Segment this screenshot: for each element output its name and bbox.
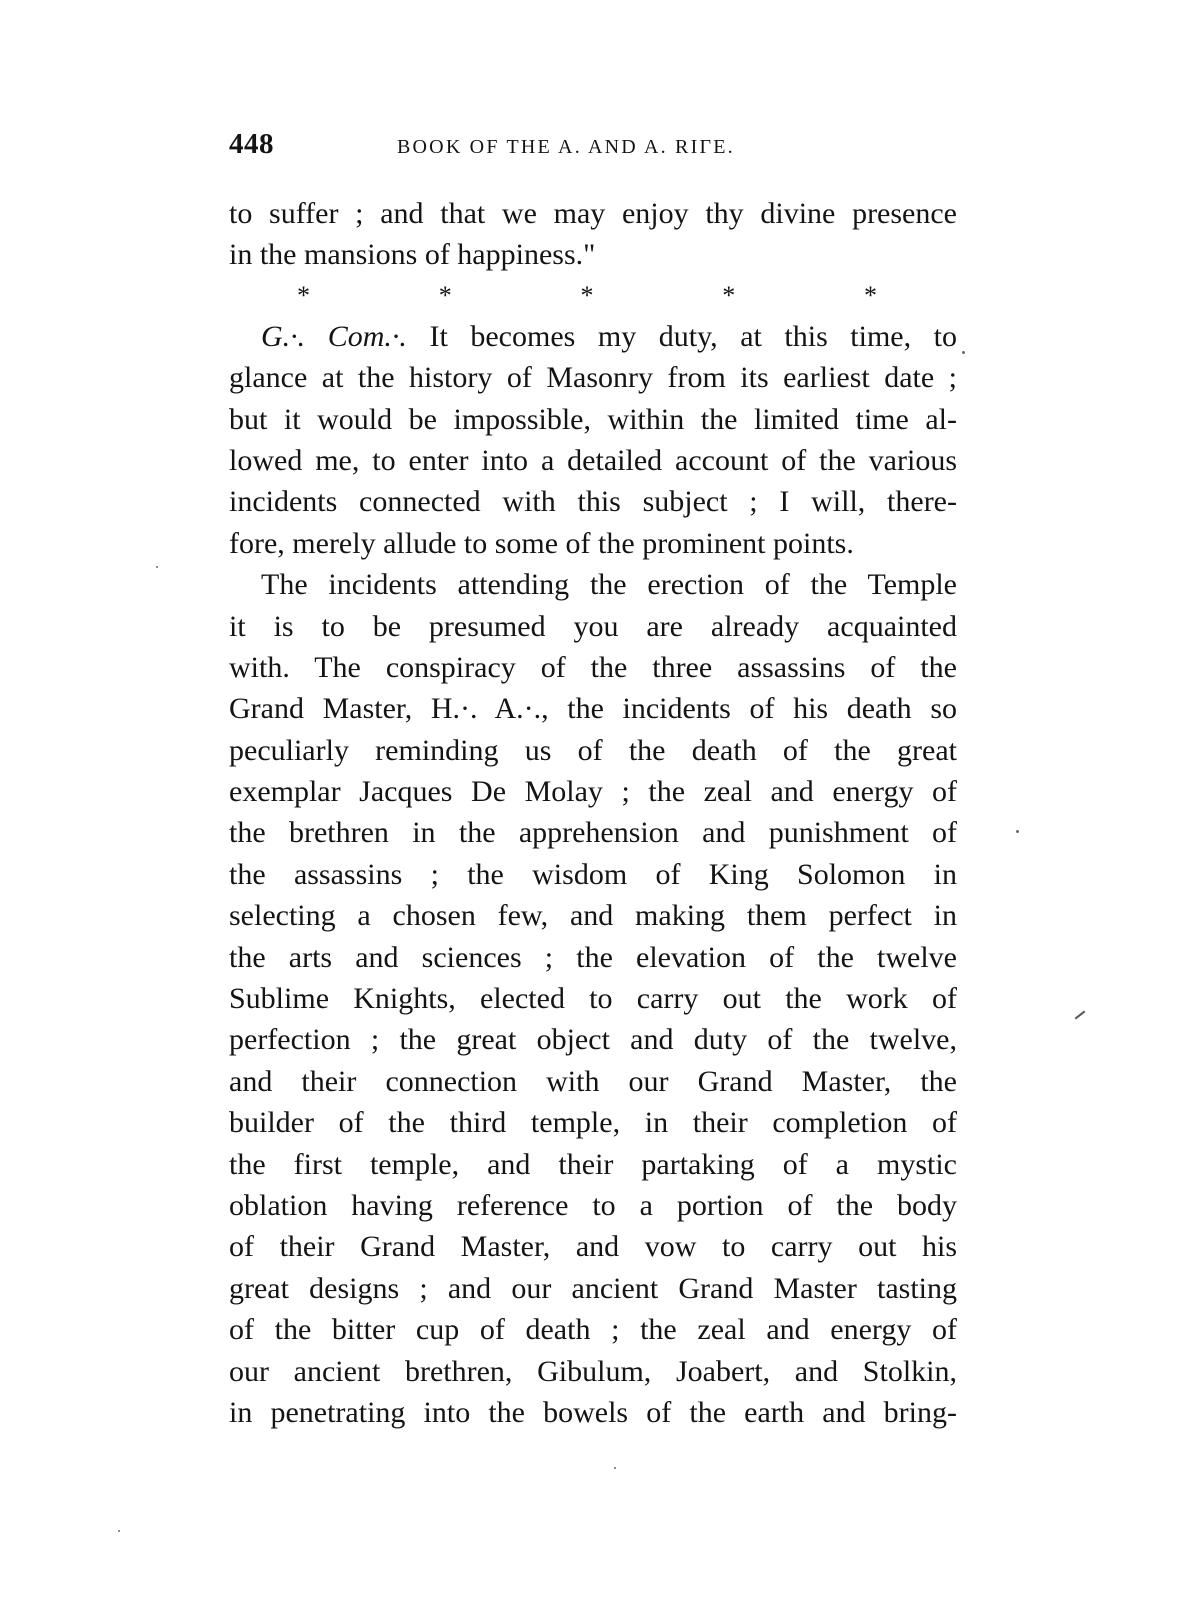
text-line: oblation having reference to a portion of the body xyxy=(229,1188,957,1222)
text-line: peculiarly reminding us of the death of the great xyxy=(229,733,957,767)
speaker-text: It becomes my duty, at this time, to xyxy=(429,319,958,353)
asterisk: * xyxy=(438,280,452,310)
text-line: in penetrating into the bowels of the earth and bring- xyxy=(229,1395,957,1429)
scan-speck xyxy=(1016,830,1019,833)
body-text xyxy=(229,193,957,1433)
scan-speck xyxy=(156,566,158,568)
scan-speck xyxy=(118,1530,120,1532)
scan-speck xyxy=(962,351,965,354)
asterisk: * xyxy=(864,280,877,310)
page-number: 448 xyxy=(229,128,274,160)
text-line: builder of the third temple, in their completion of xyxy=(229,1106,957,1140)
speaker-line xyxy=(229,316,957,357)
scan-speck xyxy=(614,1467,616,1469)
paragraph xyxy=(229,564,957,1433)
text-line: the assassins ; the wisdom of King Solomon in xyxy=(229,857,957,891)
text-line: to suffer ; and that we may enjoy thy divine presence xyxy=(229,197,957,230)
asterisk: * xyxy=(580,280,594,310)
text-line: of the bitter cup of death ; the zeal and energy of xyxy=(229,1313,957,1347)
speaker-label: G.·. Com.·. xyxy=(261,319,407,353)
text-line: incidents connected with this subject ; I will, there- xyxy=(229,485,957,519)
text-line: glance at the history of Masonry from its earliest date ; xyxy=(229,361,957,395)
text-line: but it would be impossible, within the limited time al- xyxy=(229,402,957,436)
text-line: and their connection with our Grand Master, the xyxy=(229,1064,957,1098)
text-line: the first temple, and their partaking of a mystic xyxy=(229,1147,957,1181)
section-separator xyxy=(297,276,877,316)
scan-mark xyxy=(1075,1011,1086,1020)
text-line: exemplar Jacques De Molay ; the zeal and energy of xyxy=(229,775,957,809)
text-line: of their Grand Master, and vow to carry out his xyxy=(229,1230,957,1264)
running-head xyxy=(229,128,959,168)
paragraph xyxy=(229,316,957,564)
text-line: perfection ; the great object and duty of the twelve, xyxy=(229,1023,957,1057)
text-line: fore, merely allude to some of the prominent points. xyxy=(229,526,854,560)
asterisk: * xyxy=(297,280,310,310)
text-line: Grand Master, H.·. A.·., the incidents of his death so xyxy=(229,692,957,726)
running-title: BOOK OF THE A. AND A. RIΓE. xyxy=(397,136,735,158)
closing-quote xyxy=(229,193,957,276)
text-line: with. The conspiracy of the three assassins of the xyxy=(229,650,957,684)
text-line: it is to be presumed you are already acquainted xyxy=(229,609,957,643)
text-line: in the mansions of happiness." xyxy=(229,238,596,272)
text-line: Sublime Knights, elected to carry out the work of xyxy=(229,982,957,1016)
text-line: lowed me, to enter into a detailed account of the various xyxy=(229,443,957,477)
text-line: selecting a chosen few, and making them perfect in xyxy=(229,899,957,933)
text-line: The incidents attending the erection of the Temple xyxy=(261,568,957,602)
text-line: great designs ; and our ancient Grand Master tasting xyxy=(229,1271,957,1305)
asterisk: * xyxy=(722,280,736,310)
text-line: the arts and sciences ; the elevation of the twelve xyxy=(229,940,957,974)
text-line: the brethren in the apprehension and punishment of xyxy=(229,816,957,850)
text-line: our ancient brethren, Gibulum, Joabert, and Stolkin, xyxy=(229,1354,957,1388)
